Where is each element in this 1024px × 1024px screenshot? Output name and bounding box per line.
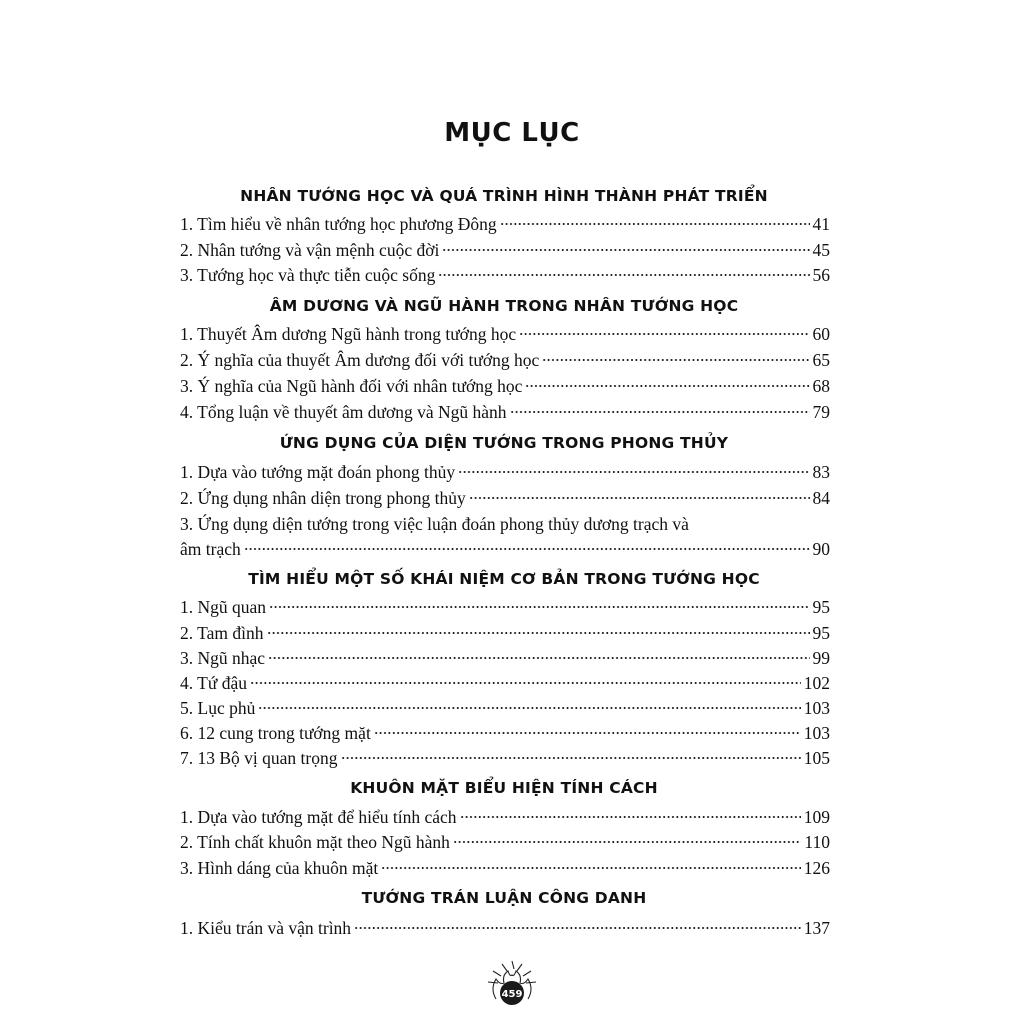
toc-entry[interactable] xyxy=(180,400,830,424)
toc-entry[interactable] xyxy=(180,916,830,940)
page-number-emblem xyxy=(480,955,544,1011)
toc-entry-label: 3. Hình dáng của khuôn mặt xyxy=(180,858,379,878)
toc-entry[interactable] xyxy=(180,830,830,854)
toc-entry-page: 103 xyxy=(803,698,830,718)
dot-leader xyxy=(354,926,801,930)
toc-entry-label: 1. Thuyết Âm dương Ngũ hành trong tướng học xyxy=(180,324,517,344)
toc-entry[interactable] xyxy=(180,595,830,619)
toc-entry[interactable] xyxy=(180,212,830,236)
toc-entry-page: 99 xyxy=(812,648,830,668)
toc-entry[interactable] xyxy=(180,238,830,262)
toc-entry-page: 68 xyxy=(812,376,830,396)
toc-entry-page: 126 xyxy=(803,858,830,878)
dot-leader xyxy=(250,681,801,685)
toc-entry-page: 56 xyxy=(812,265,830,285)
section-heading: NHÂN TƯỚNG HỌC VÀ QUÁ TRÌNH HÌNH THÀNH PHÁT TRIỂN xyxy=(240,187,768,205)
toc-entry-page: 41 xyxy=(812,214,830,234)
toc-entry-label: 6. 12 cung trong tướng mặt xyxy=(180,723,371,743)
dot-leader xyxy=(525,384,809,388)
dot-leader xyxy=(374,731,801,735)
toc-entry-page: 109 xyxy=(803,807,830,827)
toc-entry[interactable] xyxy=(180,856,830,880)
toc-entry-page: 90 xyxy=(812,539,830,559)
toc-entry-label: 2. Ứng dụng nhân diện trong phong thủy xyxy=(180,488,466,508)
dot-leader xyxy=(442,248,809,252)
toc-entry-label: 2. Ý nghĩa của thuyết Âm dương đối với tướng học xyxy=(180,350,540,370)
toc-entry-page: 83 xyxy=(812,462,830,482)
toc-entry-page: 95 xyxy=(812,623,830,643)
toc-entry[interactable] xyxy=(180,696,830,720)
toc-entry[interactable] xyxy=(180,621,830,645)
dot-leader xyxy=(268,656,809,660)
toc-entry[interactable] xyxy=(180,671,830,695)
toc-entry-page: 103 xyxy=(803,723,830,743)
toc-entry-label: 7. 13 Bộ vị quan trọng xyxy=(180,748,338,768)
toc-entry-page: 137 xyxy=(803,918,830,938)
dot-leader xyxy=(341,756,801,760)
dot-leader xyxy=(458,470,809,474)
dot-leader xyxy=(453,840,801,844)
dot-leader xyxy=(267,631,810,635)
toc-entry[interactable] xyxy=(180,348,830,372)
section-heading: TÌM HIỂU MỘT SỐ KHÁI NIỆM CƠ BẢN TRONG TƯỚNG HỌC xyxy=(248,570,760,588)
dot-leader xyxy=(460,815,801,819)
toc-entry[interactable] xyxy=(180,486,830,510)
toc-entry-label: 4. Tứ đậu xyxy=(180,673,248,693)
toc-entry[interactable] xyxy=(180,374,830,398)
toc-entry-label: 1. Tìm hiểu về nhân tướng học phương Đông xyxy=(180,214,497,234)
section-heading: KHUÔN MẶT BIỂU HIỆN TÍNH CÁCH xyxy=(350,779,658,797)
toc-entry[interactable] xyxy=(180,746,830,770)
toc-entry-page: 110 xyxy=(804,832,830,852)
toc-entry-page: 45 xyxy=(812,240,830,260)
toc-entry-label: 3. Tướng học và thực tiễn cuộc sống xyxy=(180,265,436,285)
toc-entry-label: 1. Dựa vào tướng mặt đoán phong thủy xyxy=(180,462,456,482)
toc-entry-page: 84 xyxy=(812,488,830,508)
toc-entry-label[interactable]: 3. Ứng dụng diện tướng trong việc luận đoán phong thủy dương trạch và xyxy=(180,514,689,534)
toc-entry-label: 2. Tính chất khuôn mặt theo Ngũ hành xyxy=(180,832,450,852)
toc-entry-label: 2. Nhân tướng và vận mệnh cuộc đời xyxy=(180,240,440,260)
toc-entry-label-continuation: âm trạch xyxy=(180,539,241,559)
toc-entry-label: 3. Ngũ nhạc xyxy=(180,648,266,668)
toc-entry-label: 5. Lục phủ xyxy=(180,698,256,718)
dot-leader xyxy=(510,410,810,414)
toc-entry[interactable] xyxy=(180,646,830,670)
section-heading: ÂM DƯƠNG VÀ NGŨ HÀNH TRONG NHÂN TƯỚNG HỌC xyxy=(269,297,739,315)
toc-entry[interactable] xyxy=(180,263,830,287)
toc-entry[interactable] xyxy=(180,460,830,484)
dot-leader xyxy=(269,605,809,609)
dot-leader xyxy=(244,547,810,551)
toc-entry-page: 79 xyxy=(812,402,830,422)
toc-entry-page: 102 xyxy=(803,673,830,693)
toc-entry[interactable] xyxy=(180,537,830,561)
toc-entry[interactable] xyxy=(180,805,830,829)
toc-entry-page: 65 xyxy=(812,350,830,370)
toc-entry-page: 95 xyxy=(812,597,830,617)
section-heading: TƯỚNG TRÁN LUẬN CÔNG DANH xyxy=(361,889,647,907)
toc-entry-label: 2. Tam đình xyxy=(180,623,264,643)
toc-entry-page: 105 xyxy=(803,748,830,768)
toc-entry-label: 1. Kiểu trán và vận trình xyxy=(180,918,352,938)
toc-entry-page: 60 xyxy=(812,324,830,344)
section-heading: ỨNG DỤNG CỦA DIỆN TƯỚNG TRONG PHONG THỦY xyxy=(279,434,729,452)
toc-entry[interactable] xyxy=(180,322,830,346)
dot-leader xyxy=(258,706,800,710)
toc-entry-label: 1. Ngũ quan xyxy=(180,597,267,617)
toc-entry-label: 1. Dựa vào tướng mặt để hiểu tính cách xyxy=(180,807,457,827)
toc-entry-label: 3. Ý nghĩa của Ngũ hành đối với nhân tướng học xyxy=(180,376,523,396)
page-title: MỤC LỤC xyxy=(444,118,580,148)
dot-leader xyxy=(542,358,809,362)
page-number: 459 xyxy=(501,989,523,1000)
dot-leader xyxy=(469,496,810,500)
dot-leader xyxy=(500,222,810,226)
toc-entry[interactable] xyxy=(180,721,830,745)
dot-leader xyxy=(381,866,800,870)
toc-entry-label: 4. Tổng luận về thuyết âm dương và Ngũ hành xyxy=(180,402,507,422)
dot-leader xyxy=(519,332,809,336)
dot-leader xyxy=(438,273,809,277)
